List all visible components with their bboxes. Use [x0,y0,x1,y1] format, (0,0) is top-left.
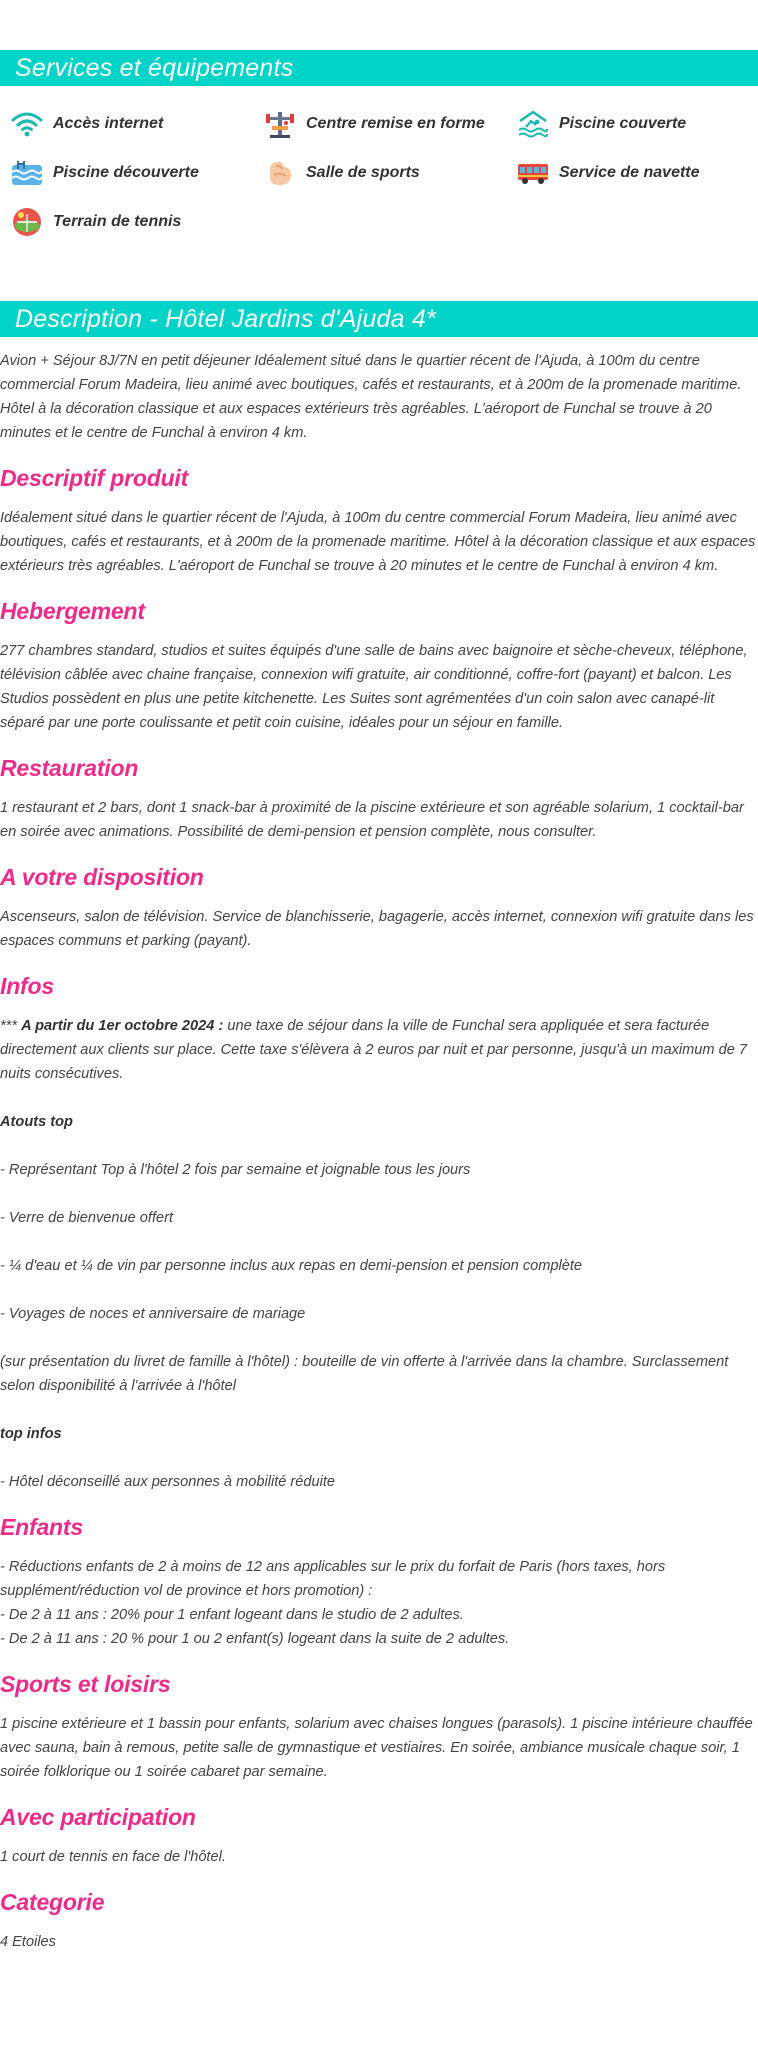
service-label: Service de navette [559,163,700,181]
section-title-disposition: A votre disposition [0,864,204,890]
enfants-line: - De 2 à 11 ans : 20 % pour 1 ou 2 enfant(s) logeant dans la suite de 2 adultes. [0,1631,510,1647]
service-item-gym [263,148,516,197]
section-title-restauration: Restauration [0,755,139,781]
enfants-line: - Réductions enfants de 2 à moins de 12 ans applicables sur le prix du forfait de Paris (hors taxes, hors supplément/réduction vol de province et hors promotion) : [0,1559,666,1599]
service-label: Piscine couverte [559,114,687,132]
service-item-shuttle [516,148,758,197]
atout-item: (sur présentation du livret de famille à l'hôtel) : bouteille de vin offerte à l'arrivée dans la chambre. Surclassement selon disponibilité à l'arrivée à l'hôtel [0,1354,729,1394]
sports-text: 1 piscine extérieure et 1 bassin pour enfants, solarium avec chaises longues (parasols). 1 piscine intérieure chauffée avec sauna, bain à remous, petite salle de gymnastique et vestiaires. En soirée, ambiance musicale chaque soir, 1 soirée folklorique ou 1 soirée cabaret par semaine. [0,1716,753,1780]
descriptif-text: Idéalement situé dans le quartier récent de l'Ajuda, à 100m du centre commercial Forum Madeira, lieu animé avec boutiques, cafés et restaurants, et à 200m de la promenade maritime. Hôtel à la décoration classique et aux espaces extérieurs très agréables. L'aéroport de Funchal se trouve à 20 minutes et le centre de Funchal à environ 4 km. [0,510,756,574]
atouts-title: Atouts top [0,1114,73,1130]
description-banner: Description - Hôtel Jardins d'Ajuda 4* [0,301,758,337]
fitness-icon [263,107,296,140]
service-item-tennis [10,197,263,246]
atout-item: - Voyages de noces et anniversaire de mariage [0,1306,306,1322]
service-label: Piscine découverte [53,163,199,181]
top-infos-title: top infos [0,1426,62,1442]
infos-date-bold: A partir du 1er octobre 2024 : [21,1018,224,1034]
section-title-categorie: Categorie [0,1889,105,1915]
atout-item: - Verre de bienvenue offert [0,1210,174,1226]
section-title-participation: Avec participation [0,1804,196,1830]
service-item-internet [10,99,263,148]
section-title-descriptif: Descriptif produit [0,465,189,491]
section-title-hebergement: Hebergement [0,598,145,624]
service-label: Centre remise en forme [306,114,485,132]
service-label: Salle de sports [306,163,420,181]
service-item-fitness [263,99,516,148]
section-title-sports: Sports et loisirs [0,1671,171,1697]
tennis-icon [10,205,43,238]
top-info-item: - Hôtel déconseillé aux personnes à mobilité réduite [0,1474,336,1490]
atout-item: - Représentant Top à l'hôtel 2 fois par semaine et joignable tous les jours [0,1162,471,1178]
participation-text: 1 court de tennis en face de l'hôtel. [0,1849,226,1865]
section-title-enfants: Enfants [0,1514,83,1540]
atout-item: - ¼ d'eau et ¼ de vin par personne inclus aux repas en demi-pension et pension complète [0,1258,583,1274]
infos-stars: *** [0,1018,22,1034]
service-item-outdoor-pool [10,148,263,197]
service-label: Accès internet [53,114,164,132]
service-item-indoor-pool [516,99,758,148]
services-banner: Services et équipements [0,50,758,86]
restauration-text: 1 restaurant et 2 bars, dont 1 snack-bar à proximité de la piscine extérieure et son agréable solarium, 1 cocktail-bar en soirée avec animations. Possibilité de demi-pension et pension complète, nous consulter. [0,800,744,840]
indoor-pool-icon [516,107,549,140]
infos-tax-paragraph [0,1014,758,1086]
categorie-text: 4 Etoiles [0,1934,56,1950]
outdoor-pool-icon [10,156,43,189]
services-grid [0,86,758,246]
service-label: Terrain de tennis [53,212,182,230]
wifi-icon [10,107,43,140]
description-intro: Avion + Séjour 8J/7N en petit déjeuner Idéalement situé dans le quartier récent de l'Ajuda, à 100m du centre commercial Forum Madeira, lieu animé avec boutiques, cafés et restaurants, et à 200m de la promenade maritime. Hôtel à la décoration classique et aux espaces extérieurs très agréables. L'aéroport de Funchal se trouve à 20 minutes et le centre de Funchal à environ 4 km. [0,353,742,441]
hebergement-text: 277 chambres standard, studios et suites équipés d'une salle de bains avec baignoire et sèche-cheveux, téléphone, télévision câblée avec chaine française, connexion wifi gratuite, air conditionné, coffre-fort (payant) et balcon. Les Studios possèdent en plus une petite kitchenette. Les Suites sont agrémentées d'un coin salon avec canapé-lit séparé par une porte coulissante et petit coin cuisine, idéales pour un séjour en famille. [0,643,748,731]
section-title-infos: Infos [0,973,54,999]
infos-tax-text: une taxe de séjour dans la ville de Funchal sera appliquée et sera facturée directement aux clients sur place. Cette taxe s'élèvera à 2 euros par nuit et par personne, jusqu'à un maximum de 7 nuits consécutives. [0,1018,748,1082]
gym-icon [263,156,296,189]
enfants-line: - De 2 à 11 ans : 20% pour 1 enfant logeant dans le studio de 2 adultes. [0,1607,464,1623]
disposition-text: Ascenseurs, salon de télévision. Service de blanchisserie, bagagerie, accès internet, connexion wifi gratuite dans les espaces communs et parking (payant). [0,909,754,949]
shuttle-bus-icon [516,156,549,189]
